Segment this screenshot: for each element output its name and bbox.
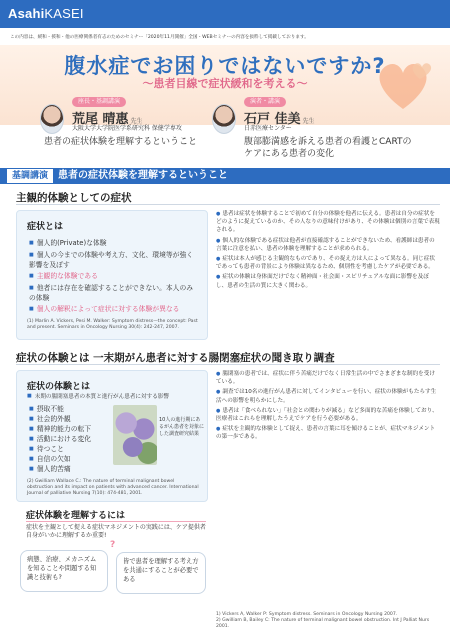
- part1-para-4: ● 症状の体験は身体面だけでなく精神面・社会面・スピリチュアルな面に影響を及ぼし、患者の生活の質に大きく関わる。: [216, 273, 440, 289]
- bubble-knowledge: 病態、治療、メカニズムを知ることや問題する知識と技術も?: [20, 550, 108, 592]
- speaker-2-affiliation: 日赤医療センター: [244, 125, 292, 132]
- part1-item-5: ■ 個人の解釈によって症状に対する体験が異なる: [29, 305, 179, 315]
- part2-item-7: ■ 個人的苦痛: [29, 465, 71, 475]
- part2-para-4: ● 症状を主観的な体験として捉え、患者の言葉に耳を傾けることが、症状マネジメントの第一歩である。: [216, 425, 440, 441]
- main-subtitle: 〜患者目線で症状緩和を考える〜: [142, 77, 308, 90]
- speaker-1-name: 荒尾 晴惠 先生: [72, 112, 143, 127]
- footer-ref-1: 1) Vickers A, Walker P: Symptom distress. Seminars in Oncology Nursing 2007.: [216, 612, 398, 617]
- part2-item-5: ■ 待つこと: [29, 445, 64, 455]
- hydrangea-photo: [113, 405, 157, 465]
- part1-item-1: ■ 個人的(Private)な体験: [29, 239, 107, 249]
- part2-para-1: ● 腸閉塞の患者では、症状に伴う苦痛だけでなく日常生活の中でさまざまな制約を受けている。: [216, 370, 440, 386]
- speaker-2-name: 石戸 佳美 先生: [244, 112, 315, 127]
- speaker-1-photo: [40, 104, 64, 134]
- header-note: この内容は、緩和・援和・他の医療関係者有志のためのセミナー「2020年11月開催」全国・WEBセミナーの内容を抜粋して掲載しております。: [10, 35, 309, 40]
- part2-ref: (2) Gwilliam Wallace C.: The nature of terminal malignant bowel obstruction and its impact on patients with advanced cancer. International Journal of palliative Nursing 7(10): 474-481, 2001.: [27, 479, 199, 496]
- part1-ref: (1) Marlin A. Vickers, Pesi M. Walker: Symptom distress—the concept: Past and present. Seminars in Oncology Nursing 30(4): 242-247, 2007.: [27, 319, 198, 330]
- company-logo: AsahiKASEI: [8, 6, 84, 21]
- speaker-2-topic: 腹部膨満感を訴える患者の看護とCARTの ケアにある患者の変化: [244, 137, 412, 159]
- part1-box-title: 症状とは: [27, 222, 64, 232]
- part1-item-2: ■ 個人の今までの体験や考え方、文化、環境等が強く影響を及ぼす: [29, 251, 199, 270]
- part1-item-3: ■ 主観的な体験である: [29, 272, 98, 282]
- part1-text: [216, 210, 440, 292]
- part2-box2-text: 症状を主観として捉える症状マネジメントの実践には、ケア提供者自身がいかに理解するか重要!: [26, 524, 206, 540]
- part2-item-2: ■ 社会的外観: [29, 415, 71, 425]
- main-title: 腹水症でお困りではないですか?: [64, 54, 386, 78]
- part1-box: [16, 210, 208, 340]
- question-mark-icon: ?: [110, 540, 116, 550]
- speaker-1-topic: 患者の症状体験を理解するということ: [44, 137, 198, 147]
- footer-refs: [216, 612, 440, 630]
- part1-heading: 主観的体験としての症状: [16, 192, 132, 204]
- top-bar: [0, 0, 450, 28]
- speaker-2-role: 演者・講演: [244, 97, 286, 107]
- part1-para-2: ● 個人的な体験である症状は他者が直接確認することができないため、看護師は患者の言葉に注意を払い、患者の体験を理解することが求められる。: [216, 237, 440, 253]
- speaker-1-role: 座長・基調講演: [72, 97, 126, 107]
- part2-para-2: ● 調査では10名の進行がん患者に対してインタビューを行い、症状の体験がもたらす生活への影響を明らかにした。: [216, 388, 440, 404]
- part1-para-3: ● 症状は本人が感じる主観的なものであり、その捉え方は人によって異なる。同じ症状であっても患者の背景により体験は異なるため、個別性を考慮したケアが必要である。: [216, 255, 440, 271]
- part2-item-4: ■ 活動における変化: [29, 435, 91, 445]
- part2-box2-title: 症状体験を理解するには: [26, 511, 126, 521]
- section-title: 患者の症状体験を理解するということ: [58, 170, 228, 181]
- part2-photo-caption: 10人の進行期にあるがん患者を対象にした調査研究結果: [159, 417, 205, 437]
- speaker-2-photo: [212, 104, 236, 134]
- part2-item-3: ■ 精神的能力の転下: [29, 425, 91, 435]
- part2-item-6: ■ 自信の欠如: [29, 455, 71, 465]
- bubble-shared-understanding: 皆で患者を理解する考え方を共通にすることが必要である: [116, 552, 206, 594]
- part2-text: [216, 370, 440, 444]
- part1-rule: [16, 204, 440, 205]
- part1-item-4: ■ 他者には存在を確認することができない。本人のみの体験: [29, 284, 199, 303]
- part2-rule: [16, 364, 440, 365]
- part2-box-sub: ■ 末期の腸閉塞患者の本質と進行がん患者に対する影響: [27, 393, 169, 402]
- part2-heading: 症状の体験とは 一末期がん患者に対する腸閉塞症状の聞き取り調査: [16, 352, 335, 364]
- footer-ref-2: 2) Gwilliam B, Bailey C: The nature of terminal malignant bowel obstruction. Int J Palliat Nurs 2001.: [216, 618, 430, 629]
- speaker-1-affiliation: 大阪大学大学院医学系研究科 保健学専攻: [72, 125, 182, 132]
- part2-box2-rule: [26, 521, 206, 522]
- part2-para-3: ● 患者は「食べられない」「社会との関わりが減る」など多面的な苦痛を体験しており、医療者はこれらを理解したうえでケアを行う必要がある。: [216, 407, 440, 423]
- part2-box: [16, 370, 208, 502]
- section-tag: 基調講演: [6, 168, 54, 184]
- part1-para-1: ● 患者は症状を体験することで初めて自分の体験を他者に伝える。患者は自分の症状をどのように捉えているのか、その人なりの意味付けがあり、その体験は個別の言葉で表現される。: [216, 210, 440, 235]
- part2-item-1: ■ 摂取不能: [29, 405, 64, 415]
- part2-box-title: 症状の体験とは: [27, 382, 91, 392]
